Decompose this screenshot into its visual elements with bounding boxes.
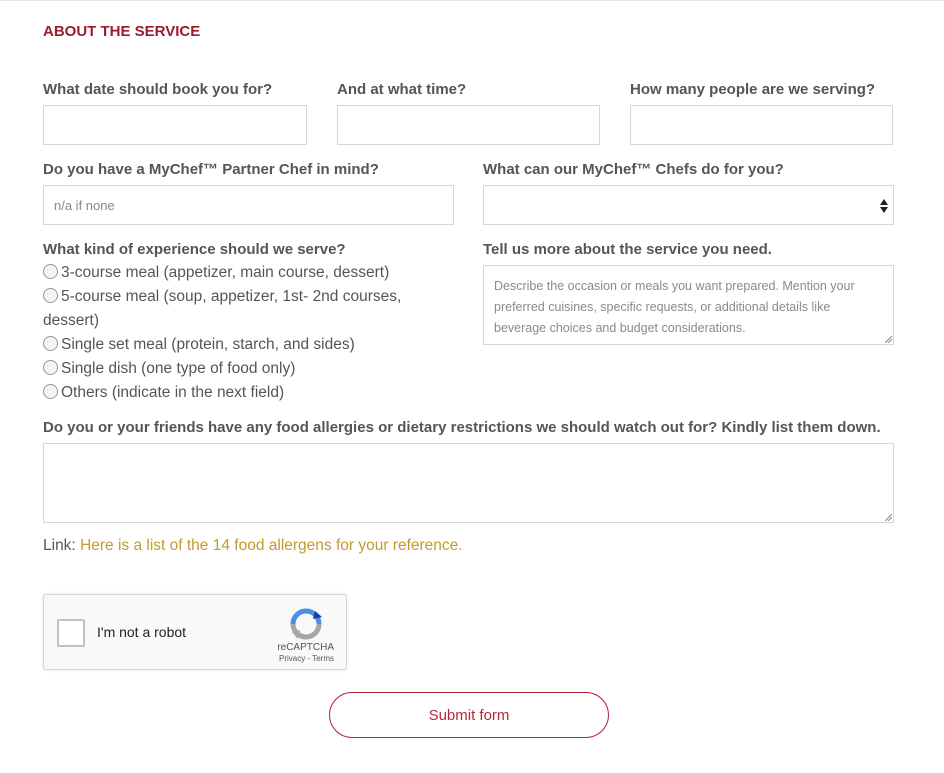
details-wrapper	[483, 265, 894, 345]
recaptcha-widget	[43, 594, 347, 670]
experience-option-label: Single set meal (protein, starch, and sides)	[61, 336, 355, 353]
allergies-wrapper	[43, 443, 894, 523]
date-label: What date should book you for?	[43, 81, 273, 98]
people-input[interactable]	[630, 105, 893, 145]
radio-button[interactable]	[43, 264, 58, 279]
section-title: ABOUT THE SERVICE	[43, 23, 201, 40]
allergen-link-line	[43, 537, 463, 555]
details-textarea[interactable]	[483, 265, 894, 345]
experience-option-label: 3-course meal (appetizer, main course, dessert)	[61, 264, 390, 281]
recaptcha-logo-icon	[289, 608, 323, 640]
resize-grip-icon[interactable]	[885, 514, 892, 521]
allergies-label: Do you or your friends have any food allergies or dietary restrictions we should watch out for? Kindly list them down.	[43, 419, 881, 436]
experience-option[interactable]	[43, 285, 453, 333]
select-arrows-icon	[879, 197, 889, 215]
partner-chef-label: Do you have a MyChef™ Partner Chef in mind?	[43, 161, 379, 178]
allergen-list-link[interactable]: Here is a list of the 14 food allergens for your reference.	[80, 537, 463, 554]
submit-button[interactable]: Submit form	[329, 692, 609, 738]
details-label: Tell us more about the service you need.	[483, 241, 772, 258]
people-label: How many people are we serving?	[630, 81, 876, 98]
service-type-select[interactable]	[483, 185, 894, 225]
experience-option[interactable]	[43, 381, 453, 405]
experience-option-label: Others (indicate in the next field)	[61, 384, 285, 401]
top-divider	[0, 0, 944, 1]
recaptcha-checkbox[interactable]	[57, 619, 85, 647]
radio-button[interactable]	[43, 336, 58, 351]
experience-option[interactable]	[43, 333, 453, 357]
partner-chef-input[interactable]	[43, 185, 454, 225]
radio-button[interactable]	[43, 384, 58, 399]
time-input[interactable]	[337, 105, 600, 145]
date-input[interactable]	[43, 105, 307, 145]
recaptcha-brand: reCAPTCHA	[277, 642, 334, 653]
experience-option-label: Single dish (one type of food only)	[61, 360, 296, 377]
experience-option[interactable]	[43, 261, 453, 285]
link-prefix: Link:	[43, 537, 81, 554]
experience-option-label: 5-course meal (soup, appetizer, 1st- 2nd courses, dessert)	[43, 288, 402, 329]
service-type-label: What can our MyChef™ Chefs do for you?	[483, 161, 784, 178]
experience-option[interactable]	[43, 357, 453, 381]
allergies-textarea[interactable]	[43, 443, 894, 523]
experience-label: What kind of experience should we serve?	[43, 241, 346, 258]
recaptcha-label: I'm not a robot	[97, 624, 187, 640]
radio-button[interactable]	[43, 360, 58, 375]
resize-grip-icon[interactable]	[885, 336, 892, 343]
time-label: And at what time?	[337, 81, 467, 98]
radio-button[interactable]	[43, 288, 58, 303]
recaptcha-terms-link[interactable]: Privacy - Terms	[279, 654, 334, 663]
